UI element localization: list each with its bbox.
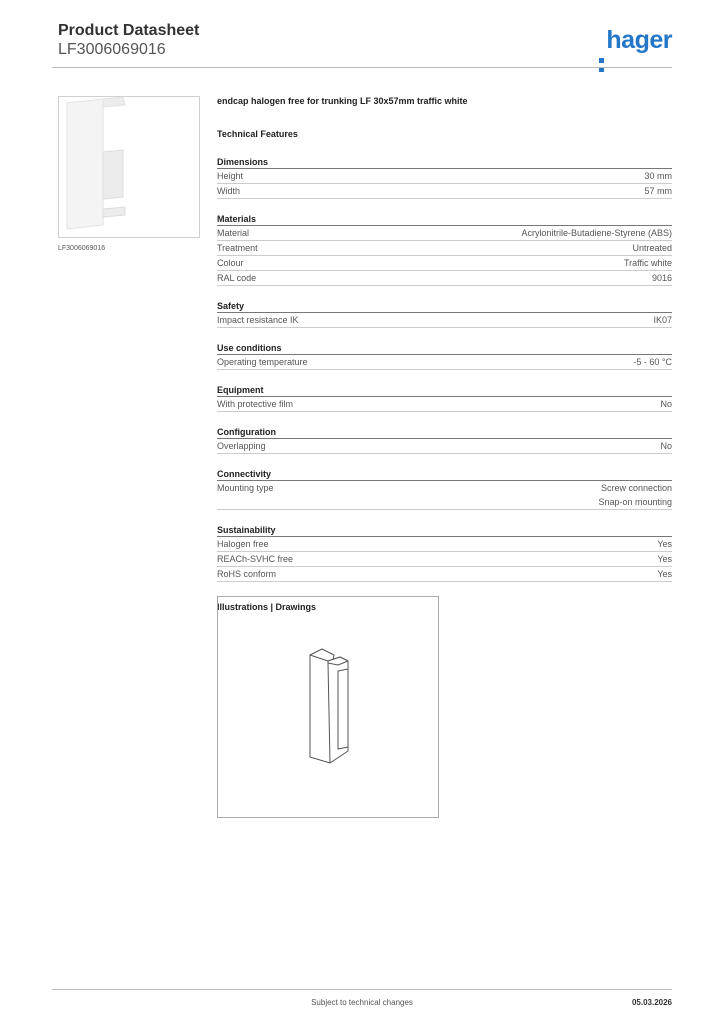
spec-label: Colour — [217, 258, 244, 268]
header-divider — [52, 67, 672, 68]
product-drawing — [217, 596, 439, 818]
spec-value-line: 9016 — [651, 273, 672, 283]
spec-value-line: Snap-on mounting — [598, 497, 672, 507]
spec-value — [633, 355, 672, 369]
illustrations-heading: Illustrations | Drawings — [217, 602, 317, 612]
spec-row — [217, 184, 672, 199]
spec-label: RoHS conform — [217, 569, 277, 579]
spec-value — [660, 439, 672, 453]
technical-features-heading: Technical Features — [217, 129, 298, 139]
footer-date: 05.03.2026 — [631, 998, 672, 1007]
spec-row — [217, 169, 672, 184]
spec-label: Operating temperature — [217, 357, 308, 367]
spec-value-line: Yes — [657, 539, 672, 549]
main-content — [217, 96, 672, 614]
spec-value — [657, 537, 672, 551]
spec-row — [217, 271, 672, 286]
spec-label: Material — [217, 228, 250, 238]
spec-label: RAL code — [217, 273, 257, 283]
hager-logo — [599, 26, 672, 55]
spec-value-line: 30 mm — [644, 171, 672, 181]
spec-row — [217, 241, 672, 256]
spec-label: Halogen free — [217, 539, 269, 549]
section-title: Sustainability — [217, 524, 672, 537]
spec-row — [217, 552, 672, 567]
product-description: endcap halogen free for trunking LF 30x57mm traffic white — [217, 96, 468, 106]
spec-row — [217, 567, 672, 582]
section-title: Dimensions — [217, 156, 672, 169]
spec-row — [217, 256, 672, 271]
spec-value — [660, 397, 672, 411]
product-image — [58, 96, 200, 238]
section-title: Configuration — [217, 426, 672, 439]
section-title: Equipment — [217, 384, 672, 397]
spec-label: Treatment — [217, 243, 258, 253]
section-title: Materials — [217, 213, 672, 226]
spec-row — [217, 537, 672, 552]
spec-value — [652, 271, 672, 285]
spec-value — [657, 552, 672, 566]
spec-value — [644, 169, 672, 183]
spec-value-line: Traffic white — [623, 258, 672, 268]
document-title: Product Datasheet — [58, 22, 200, 39]
spec-value — [653, 313, 672, 327]
spec-label: REACh-SVHC free — [217, 554, 294, 564]
spec-row — [217, 439, 672, 454]
spec-value-line: No — [660, 441, 672, 451]
spec-label: Width — [217, 186, 241, 196]
spec-value — [657, 567, 672, 581]
spec-value — [598, 481, 672, 509]
spec-value — [644, 184, 672, 198]
spec-value-line: Yes — [657, 569, 672, 579]
spec-value-line: Screw connection — [600, 483, 672, 493]
section-title: Connectivity — [217, 468, 672, 481]
spec-label: Mounting type — [217, 483, 274, 493]
spec-row — [217, 397, 672, 412]
spec-row — [217, 313, 672, 328]
product-reference: LF3006069016 — [58, 41, 166, 58]
endcap-drawing-icon — [218, 597, 438, 817]
spec-label: With protective film — [217, 399, 294, 409]
spec-label: Overlapping — [217, 441, 266, 451]
feature-sections — [217, 156, 672, 582]
header — [58, 21, 672, 69]
spec-label: Height — [217, 171, 244, 181]
section-title: Use conditions — [217, 342, 672, 355]
product-image-caption: LF3006069016 — [58, 245, 106, 252]
spec-value-line: No — [660, 399, 672, 409]
spec-value-line: IK07 — [653, 315, 672, 325]
spec-value-line: Untreated — [632, 243, 672, 253]
spec-row — [217, 226, 672, 241]
section-title: Safety — [217, 300, 672, 313]
logo-text: hager — [606, 26, 672, 54]
spec-row — [217, 355, 672, 370]
spec-value-line: Acrylonitrile-Butadiene-Styrene (ABS) — [521, 228, 672, 238]
spec-value-line: -5 - 60 °C — [633, 357, 672, 367]
spec-value — [632, 241, 672, 255]
spec-value-line: 57 mm — [644, 186, 672, 196]
footer-note: Subject to technical changes — [311, 998, 413, 1007]
spec-value-line: Yes — [657, 554, 672, 564]
spec-row — [217, 481, 672, 510]
endcap-thumbnail-icon — [59, 97, 199, 237]
spec-value — [624, 256, 672, 270]
spec-value — [521, 226, 672, 240]
footer-divider — [52, 989, 672, 990]
spec-label: Impact resistance IK — [217, 315, 299, 325]
